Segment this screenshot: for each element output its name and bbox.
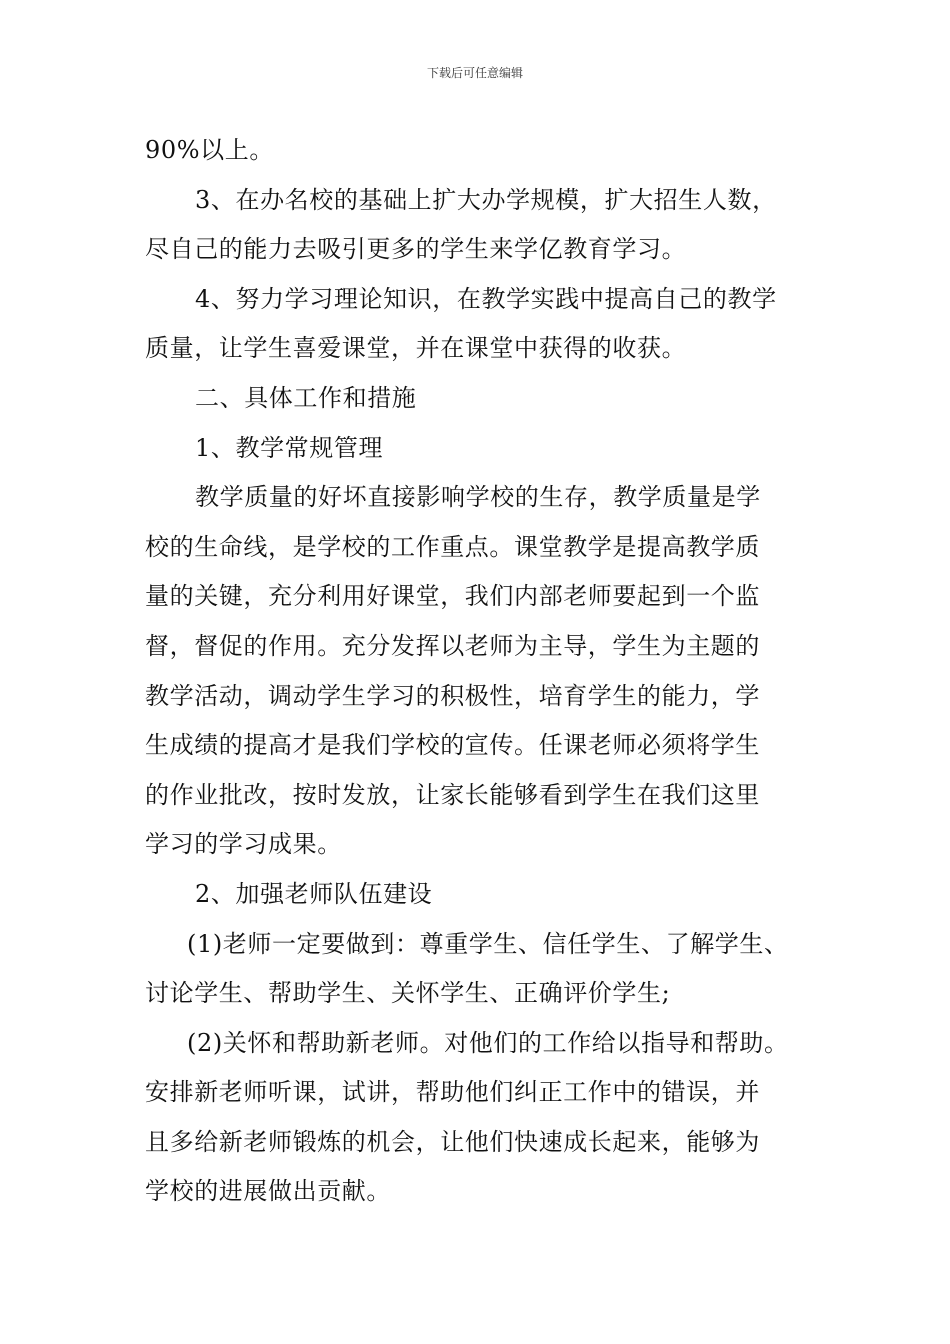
list-item-3: 3、在办名校的基础上扩大办学规模，扩大招生人数， [195,185,777,214]
text-line: 质量，让学生喜爱课堂，并在课堂中获得的收获。 [145,334,687,363]
text-line: 尽自己的能力去吸引更多的学生来学亿教育学习。 [145,235,687,264]
list-item-paren-2: (2)关怀和帮助新老师。对他们的工作给以指导和帮助。 [187,1028,789,1057]
paragraph-line: 的作业批改，按时发放，让家长能够看到学生在我们这里 [145,780,760,809]
section-heading: 二、具体工作和措施 [195,383,417,412]
page-header-note: 下载后可任意编辑 [426,66,523,80]
paragraph-line: 学校的进展做出贡献。 [145,1177,391,1206]
text-line: 90%以上。 [145,136,274,164]
paragraph-line: 督，督促的作用。充分发挥以老师为主导，学生为主题的 [145,631,760,660]
paragraph-line: 量的关键，充分利用好课堂，我们内部老师要起到一个监 [145,582,760,611]
paragraph-line: 安排新老师听课，试讲，帮助他们纠正工作中的错误，并 [145,1078,760,1107]
subsection-heading: 1、教学常规管理 [195,433,384,462]
list-item-4: 4、努力学习理论知识，在教学实践中提高自己的教学 [195,284,777,313]
paragraph-line: 教学质量的好坏直接影响学校的生存，教学质量是学 [195,483,761,512]
paragraph-line: 生成绩的提高才是我们学校的宣传。任课老师必须将学生 [145,731,760,760]
subsection-heading: 2、加强老师队伍建设 [195,879,433,908]
paragraph-line: 学习的学习成果。 [145,830,342,859]
paragraph-line: 且多给新老师锻炼的机会，让他们快速成长起来，能够为 [145,1127,760,1156]
paragraph-line: 校的生命线，是学校的工作重点。课堂教学是提高教学质 [145,532,760,561]
list-item-paren-1: (1)老师一定要做到：尊重学生、信任学生、了解学生、 [187,929,789,958]
paragraph-line: 教学活动，调动学生学习的积极性，培育学生的能力，学 [145,681,760,710]
document-body [145,126,835,1217]
paragraph-line: 讨论学生、帮助学生、关怀学生、正确评价学生; [145,979,671,1008]
